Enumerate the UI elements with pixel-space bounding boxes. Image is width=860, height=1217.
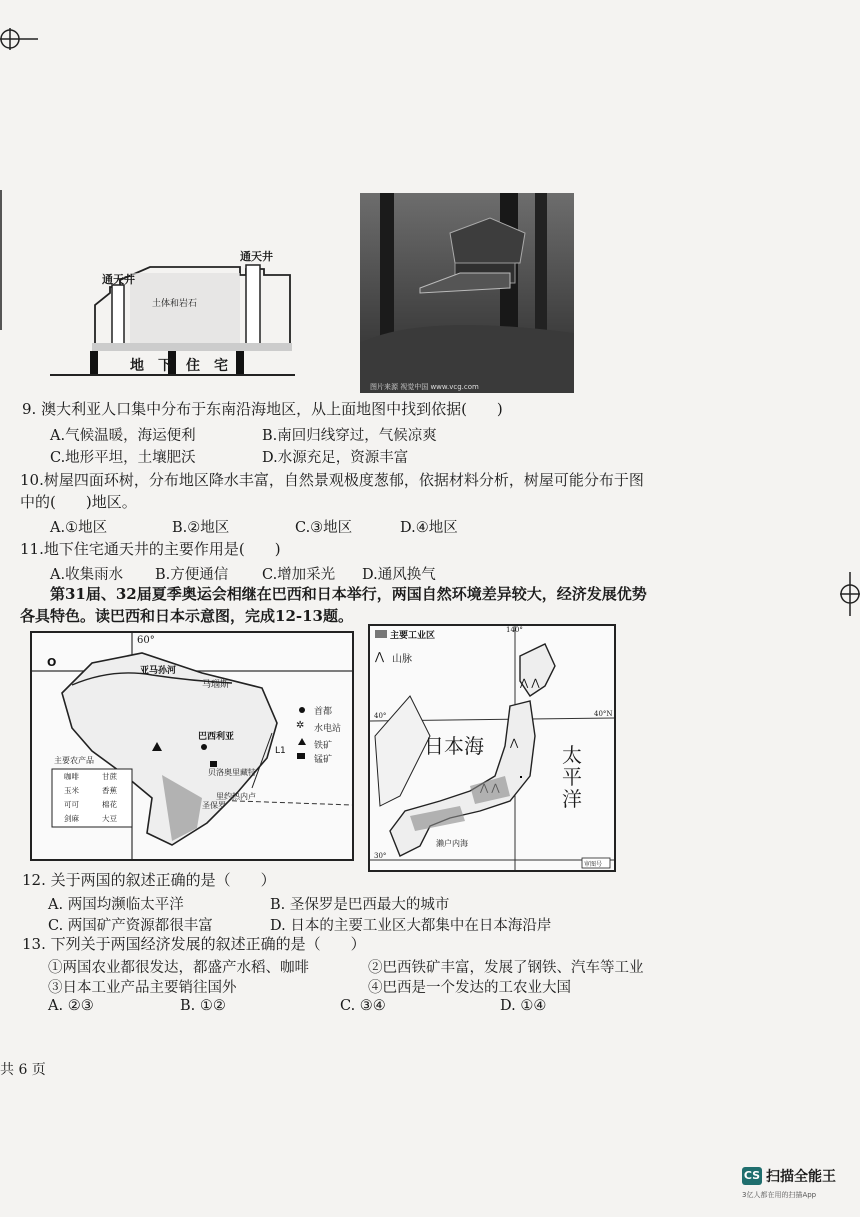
svg-text:L1: L1: [275, 746, 286, 756]
svg-text:O: O: [47, 656, 57, 669]
q12-stem: 12. 关于两国的叙述正确的是（ ）: [22, 871, 276, 889]
japan-inland-sea-label: 濑户内海: [436, 839, 468, 848]
japan-map-stamp: 审图号: [584, 861, 603, 868]
q13-option-a[interactable]: A. ②③: [48, 998, 94, 1014]
japan-legend-industry: 主要工业区: [390, 631, 436, 641]
left-margin-rule: [0, 190, 2, 330]
brazil-map: [30, 631, 354, 861]
brazil-map-drawing: [32, 633, 352, 859]
q9-option-b[interactable]: B.南回归线穿过，气候凉爽: [262, 428, 437, 444]
intro-line2: 各具特色。读巴西和日本示意图，完成12-13题。: [20, 607, 353, 625]
japan-lat-40-right: 40°N: [594, 710, 613, 718]
brazil-product-7: 剑麻: [64, 814, 79, 823]
label-soil-rock: 土体和岩石: [152, 299, 198, 309]
q11-option-a[interactable]: A.收集雨水: [50, 567, 124, 583]
photo-caption: 图片来源 视觉中国 www.vcg.com: [370, 383, 479, 391]
svg-text:⋀: ⋀: [510, 738, 519, 749]
japan-lon-140: 140°: [506, 626, 523, 634]
brazil-legend-manganese: 锰矿: [314, 755, 333, 765]
camscanner-tagline: 3亿人都在用的扫描App: [742, 1191, 817, 1199]
brazil-city-belo-horizonte: 贝洛奥里藏特: [208, 768, 256, 777]
brazil-legend-iron: 铁矿: [314, 741, 333, 751]
q10-stem-line2: 中的( )地区。: [20, 493, 137, 511]
q9-option-d[interactable]: D.水源充足，资源丰富: [262, 450, 409, 466]
japan-lat-40-left: 40°: [374, 712, 387, 720]
brazil-legend-products-title: 主要农产品: [54, 756, 94, 765]
japan-lat-30: 30°: [374, 852, 387, 860]
q11-stem: 11.地下住宅通天井的主要作用是( ): [20, 540, 281, 558]
page-count: 共 6 页: [0, 1062, 46, 1078]
q10-option-b[interactable]: B.②地区: [172, 520, 230, 536]
q12-option-c[interactable]: C. 两国矿产资源都很丰富: [48, 918, 213, 934]
q12-option-d[interactable]: D. 日本的主要工业区大都集中在日本海沿岸: [270, 918, 552, 934]
japan-pacific-label: 太平洋: [562, 743, 582, 811]
intro-line1: 第31届、32届夏季奥运会相继在巴西和日本举行，两国自然环境差异较大，经济发展优势: [50, 585, 647, 603]
camscanner-name: 扫描全能王: [766, 1169, 836, 1185]
registration-crosshair-right: [836, 572, 860, 616]
q13-statement-1: ①两国农业都很发达，都盛产水稻、咖啡: [48, 960, 309, 976]
label-shaft-right: 通天井: [240, 250, 273, 263]
japan-map: [368, 624, 616, 872]
q11-option-d[interactable]: D.通风换气: [362, 567, 436, 583]
brazil-product-6: 棉花: [102, 800, 117, 809]
q9-option-c[interactable]: C.地形平坦，土壤肥沃: [50, 450, 196, 466]
q10-option-a[interactable]: A.①地区: [50, 520, 108, 536]
brazil-product-2: 甘蔗: [102, 772, 117, 781]
svg-text:⋀ ⋀: ⋀ ⋀: [520, 678, 540, 689]
q10-option-d[interactable]: D.④地区: [400, 520, 458, 536]
q11-option-c[interactable]: C.增加采光: [262, 567, 336, 583]
q13-option-b[interactable]: B. ①②: [180, 998, 226, 1014]
japan-legend-mountain: 山脉: [392, 654, 412, 665]
brazil-product-5: 可可: [64, 800, 79, 809]
brazil-product-4: 香蕉: [102, 786, 117, 795]
brazil-river-label: 亚马孙河: [140, 666, 177, 676]
brazil-city-sao-paulo: 圣保罗: [202, 801, 226, 810]
brazil-legend-hydro: 水电站: [314, 724, 342, 734]
q10-option-c[interactable]: C.③地区: [295, 520, 353, 536]
q12-option-a[interactable]: A. 两国均濒临太平洋: [48, 897, 184, 913]
brazil-product-8: 大豆: [102, 814, 117, 823]
q12-option-b[interactable]: B. 圣保罗是巴西最大的城市: [270, 897, 450, 913]
label-underground-house: 地 下 住 宅: [130, 358, 228, 374]
q10-stem-line1: 10.树屋四面环树，分布地区降水丰富，自然景观极度葱郁，依据材料分析，树屋可能分布于图: [20, 471, 644, 489]
q13-stem: 13. 下列关于两国经济发展的叙述正确的是（ ）: [22, 935, 366, 953]
q9-option-a[interactable]: A.气候温暖，海运便利: [50, 428, 196, 444]
q9-stem: 9. 澳大利亚人口集中分布于东南沿海地区，从上面地图中找到依据( ): [22, 400, 503, 418]
q11-option-b[interactable]: B.方便通信: [155, 567, 229, 583]
brazil-city-brasilia: 巴西利亚: [198, 732, 235, 742]
tree-house-photo: [360, 193, 574, 393]
q13-option-c[interactable]: C. ③④: [340, 998, 386, 1014]
svg-text:✲: ✲: [296, 720, 305, 731]
svg-text:⋀: ⋀: [375, 650, 385, 663]
brazil-product-3: 玉米: [64, 786, 79, 795]
brazil-product-1: 咖啡: [64, 772, 79, 781]
brazil-legend-capital: 首都: [314, 707, 333, 717]
japan-sea-label: 日本海: [424, 734, 484, 758]
q13-statement-4: ④巴西是一个发达的工农业大国: [368, 980, 571, 996]
brazil-city-manaus: 马瑙斯: [202, 680, 230, 690]
q13-option-d[interactable]: D. ①④: [500, 998, 547, 1014]
brazil-city-rio: 里约热内卢: [216, 792, 256, 801]
q13-statement-3: ③日本工业产品主要销往国外: [48, 980, 237, 996]
q13-statement-2: ②巴西铁矿丰富，发展了钢铁、汽车等工业: [368, 960, 644, 976]
label-shaft-left: 通天井: [102, 273, 135, 286]
brazil-lon-60-label: 60°: [137, 635, 155, 646]
registration-crosshair-top-left: [0, 28, 40, 50]
camscanner-logo-icon: CS: [742, 1167, 762, 1185]
